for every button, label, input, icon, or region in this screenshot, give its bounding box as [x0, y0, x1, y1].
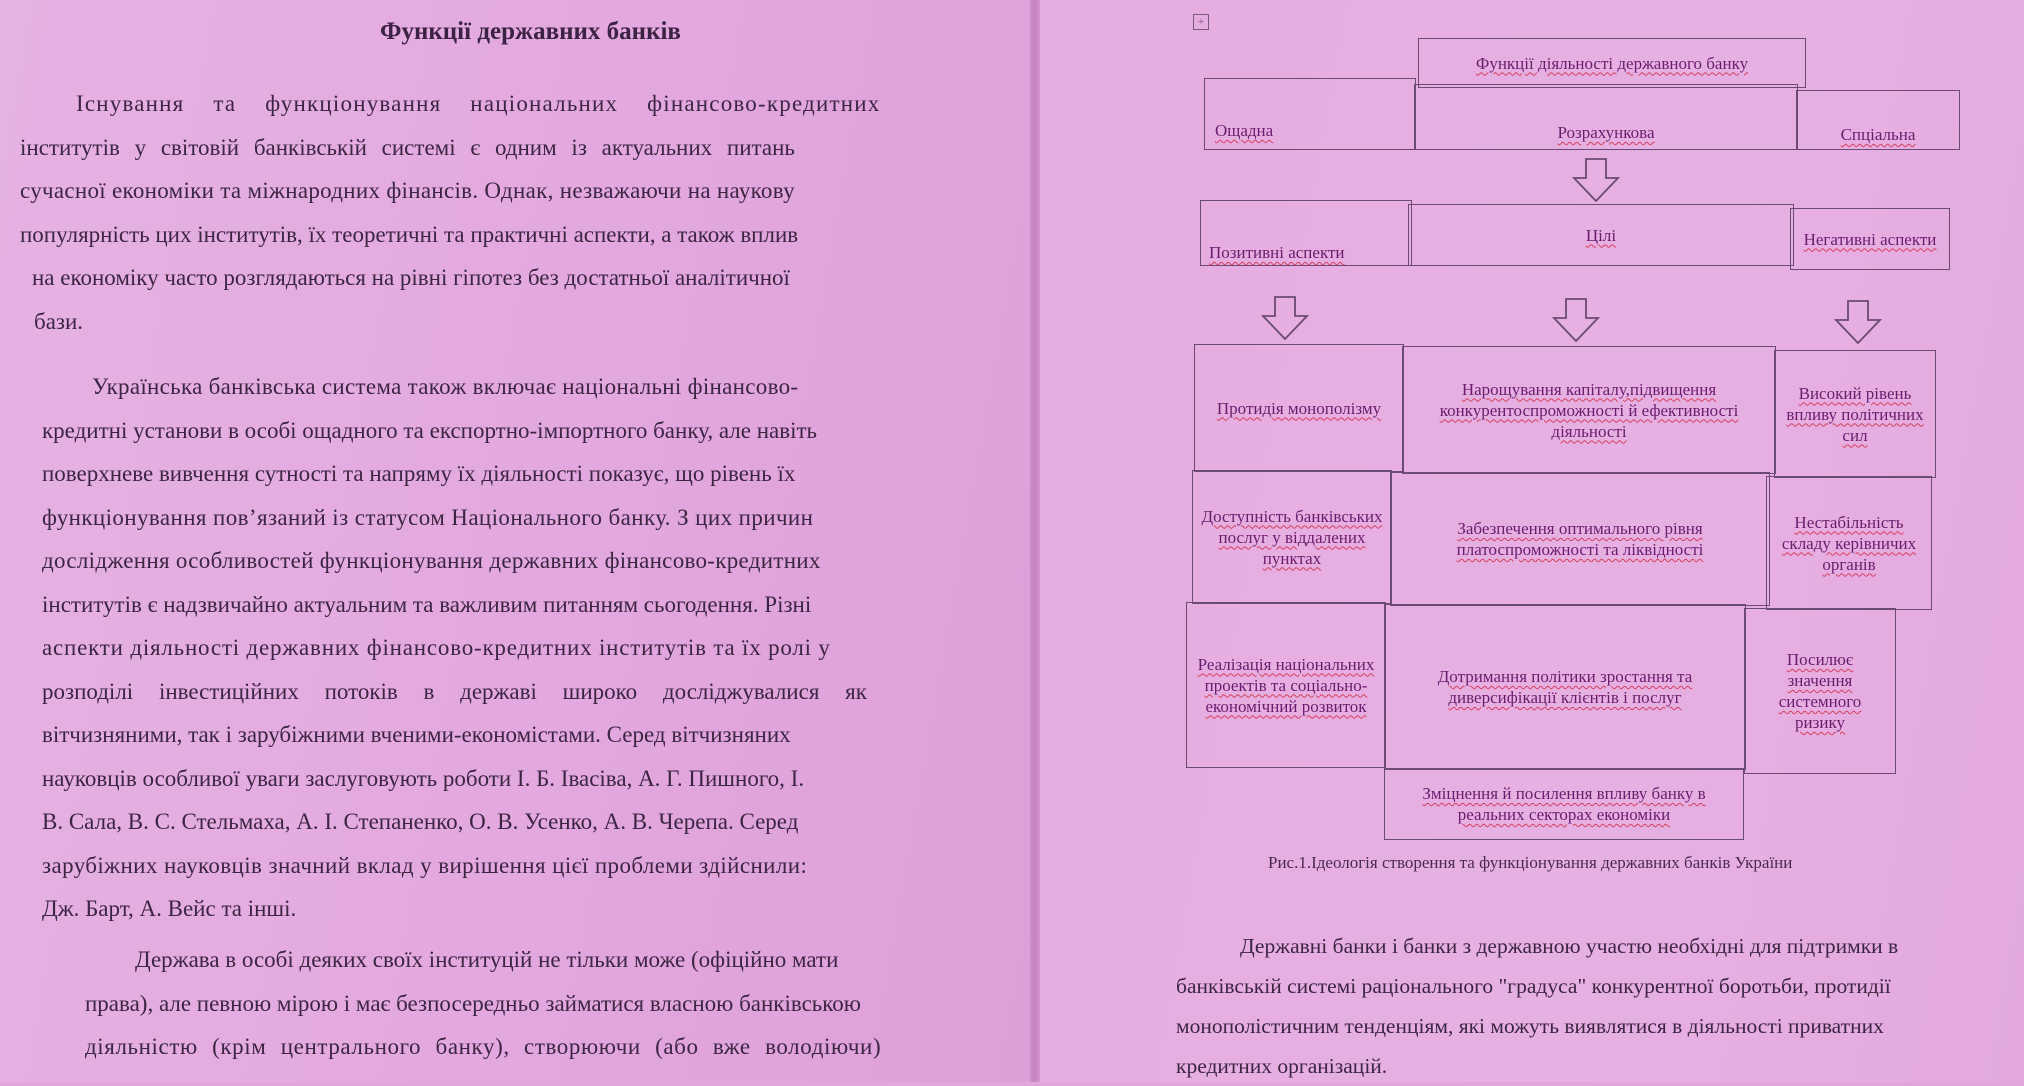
cell-label: Позитивні аспекти [1209, 243, 1345, 262]
cell-label: Дотримання політики зростання та диверсифікації клієнтів і послуг [1437, 667, 1693, 707]
diagram-cell-negative [1790, 208, 1950, 270]
text-line: аспекти діяльності державних фінансово-кредитних інститутів та їх ролі у [42, 635, 831, 660]
cell-label: Забезпечення оптимального рівня платоспроможності та ліквідності [1456, 519, 1704, 559]
grid-cell [1744, 608, 1896, 774]
diagram-cell-goals [1408, 204, 1794, 266]
diagram-top-box [1418, 38, 1806, 88]
text-line: інститутів є надзвичайно актуальним та важливим питанням сьогодення. Різні [42, 591, 812, 617]
text-line: права), але певною мірою і має безпосередньо займатися власною банківською [85, 990, 861, 1016]
diagram-cell-positive [1200, 200, 1412, 266]
cell-label: Реалізація національних проектів та соціально-економічний розвиток [1197, 654, 1375, 716]
paragraph-3 [85, 938, 935, 1069]
text-line: банківській системі раціонального "градуса" конкурентної боротьби, протидії [1176, 974, 1891, 998]
text-line: зарубіжних науковців значний вклад у вирішення цієї проблеми здійснили: [42, 852, 808, 878]
cell-label: Посилює значення системного ризику [1778, 650, 1862, 732]
cell-label: Високий рівень впливу політичних сил [1786, 383, 1924, 445]
text-line: Державні банки і банки з державною участю необхідні для підтримки в [1240, 934, 1899, 958]
cell-label: Протидія монополізму [1216, 398, 1382, 418]
cell-label: Доступність банківських послуг у віддалених пунктах [1201, 506, 1383, 568]
down-arrow-icon [1261, 296, 1309, 340]
grid-cell [1186, 602, 1386, 768]
cell-label: Спціальна [1840, 125, 1916, 144]
grid-cell [1774, 350, 1936, 478]
grid-cell [1402, 346, 1776, 474]
text-line: дослідження особливостей функціонування державних фінансово-кредитних [42, 548, 821, 573]
cell-label: Ощадна [1215, 121, 1274, 140]
text-line: інститутів у світовій банківській системі є одним із актуальних питань [20, 134, 795, 160]
diagram-cell-savings [1204, 78, 1416, 150]
diagram-bottom-box [1384, 768, 1744, 840]
text-line: Українська банківська система також включає національні фінансово- [92, 374, 799, 399]
text-line: популярність цих інститутів, їх теоретичні та практичні аспекти, а також вплив [20, 221, 799, 247]
text-line: науковців особливої уваги заслуговують роботи І. Б. Івасіва, А. Г. Пишного, І. [42, 765, 805, 791]
down-arrow-icon [1572, 158, 1620, 202]
text-line: вітчизняними, так і зарубіжними вченими-економістами. Серед вітчизняних [42, 722, 791, 747]
grid-cell [1390, 472, 1770, 606]
grid-cell [1384, 604, 1746, 770]
cell-label: Цілі [1585, 225, 1617, 245]
text-line: функціонування пов’язаний із статусом Національного банку. З цих причин [42, 504, 814, 530]
text-line: бази. [34, 308, 84, 334]
paragraph-1 [20, 82, 940, 343]
text-line: Існування та функціонування національних фінансово-кредитних [76, 91, 881, 116]
cell-label: Розрахункова [1557, 123, 1655, 142]
diagram-cell-special [1796, 90, 1960, 150]
cell-label: Нестабільність складу керівничих органів [1781, 512, 1917, 574]
document-title: Функції державних банків [380, 18, 681, 45]
grid-cell [1194, 344, 1404, 472]
text-line: монополістичним тенденціям, які можуть виявлятися в діяльності приватних [1176, 1014, 1884, 1038]
text-line: поверхневе вивчення сутності та напряму їх діяльності показує, що рівень їх [42, 461, 796, 486]
text-line: кредитних організацій. [1176, 1054, 1388, 1078]
text-line: Дж. Барт, А. Вейс та інші. [42, 896, 297, 921]
text-line: Держава в особі деяких своїх інституцій не тільки може (офіційно мати [135, 947, 839, 972]
cell-label: Зміцнення й посилення впливу банку в реальних секторах економіки [1422, 784, 1706, 824]
diagram-top-label: Функції діяльності державного банку [1475, 53, 1749, 73]
text-line: розподілі інвестиційних потоків в державі широко досліджувалися як [42, 678, 867, 704]
figure-caption: Рис.1.Ідеологія створення та функціонування державних банків України [1268, 853, 1793, 872]
right-paragraph [1176, 926, 2006, 1086]
text-line: на економіку часто розглядаються на рівні гіпотез без достатньої аналітичної [32, 265, 790, 290]
cell-label: Негативні аспекти [1803, 229, 1937, 249]
paragraph-2 [42, 365, 942, 931]
down-arrow-icon [1834, 300, 1882, 344]
cell-label: Нарощування капіталу,підвищення конкурентоспроможності й ефективності діяльності [1439, 379, 1739, 441]
table-move-handle-icon[interactable]: + [1193, 14, 1209, 30]
page-spine [1030, 0, 1040, 1082]
text-line: діяльністю (крім центрального банку), створюючи (або вже володіючи) [85, 1034, 882, 1059]
down-arrow-icon [1552, 298, 1600, 342]
grid-cell [1766, 476, 1932, 610]
text-line: сучасної економіки та міжнародних фінансів. Однак, незважаючи на наукову [20, 178, 795, 203]
text-line: кредитні установи в особі ощадного та експортно-імпортного банку, але навіть [42, 417, 818, 443]
text-line: В. Сала, В. С. Стельмаха, А. І. Степаненко, О. В. Усенко, А. В. Черепа. Серед [42, 809, 799, 834]
grid-cell [1192, 470, 1392, 604]
diagram-cell-settlement [1414, 84, 1798, 150]
